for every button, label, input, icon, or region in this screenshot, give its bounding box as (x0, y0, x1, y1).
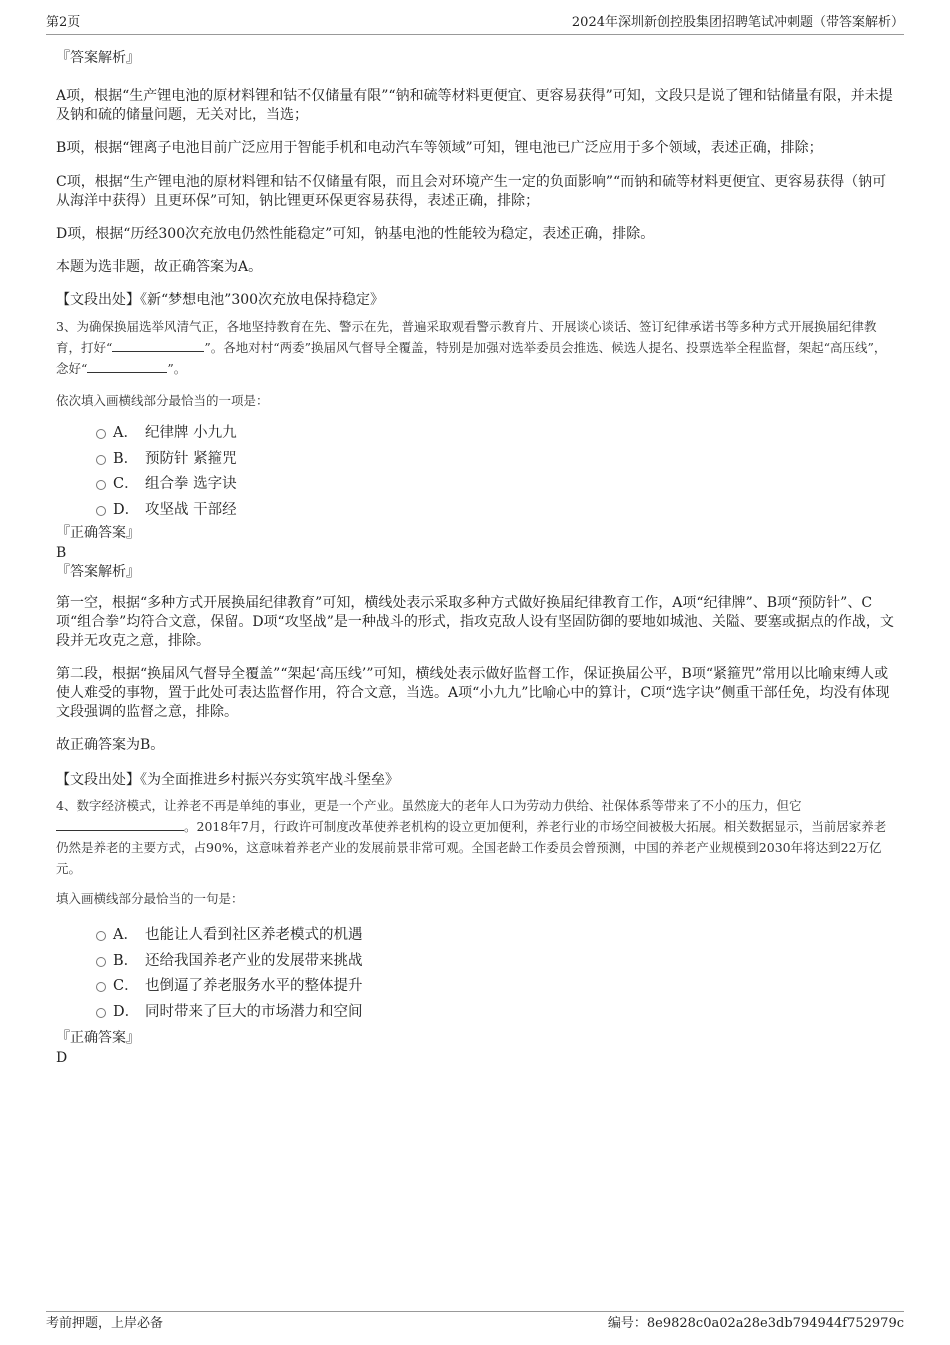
radio-circle-icon[interactable] (96, 480, 106, 490)
footer-slogan: 考前押题，上岸必备 (46, 1316, 164, 1331)
text-source: 【文段出处】《新“梦想电池”300次充放电保持稳定》 (56, 292, 385, 308)
answer-blank (112, 339, 204, 352)
radio-circle-icon[interactable] (96, 931, 106, 941)
answer-blank (87, 360, 167, 373)
page-content (56, 40, 894, 1066)
analysis-paragraph-c: C项，根据“生产锂电池的原材料锂和钴不仅储量有限，而且会对环境产生一定的负面影响”“而钠和硫等材料更便宜、更容易获得（钠可从海洋中获得）且更环保”可知，钠比锂更环保更容易获得，表述正确，排除； (56, 174, 887, 209)
correct-answer-heading: 『正确答案』 (56, 1030, 140, 1046)
text-source: 【文段出处】《为全面推进乡村振兴夯实筑牢战斗堡垒》 (56, 772, 399, 788)
radio-circle-icon[interactable] (96, 1008, 106, 1018)
analysis-conclusion: 故正确答案为B。 (56, 737, 165, 753)
correct-answer: D (56, 1050, 68, 1066)
question-4-stem: 4、数字经济模式，让养老不再是单纯的事业，更是一个产业。虽然庞大的老年人口为劳动力供给、社保体系等带来了不小的压力，但它。2018年7月，行政许可制度改革使养老机构的设立更加便利，养老行业的市场空间被极大拓展。相关数据显示，当前居家养老仍然是养老的主要方式，占90%，这意味着养老产业的发展前景非常可观。全国老龄工作委员会曾预测，中国的养老产业规模到2030年将达到22万亿元。 (56, 798, 887, 876)
document-id: 编号：8e9828c0a02a28e3db794944f752979c (607, 1316, 904, 1331)
analysis-paragraph-a: A项，根据“生产锂电池的原材料锂和钴不仅储量有限”“钠和硫等材料更便宜、更容易获得”可知，文段只是说了锂和钴储量有限，并未提及钠和硫的储量问题，无关对比，当选； (56, 88, 893, 123)
radio-circle-icon[interactable] (96, 506, 106, 516)
analysis-paragraph-second: 第二段，根据“换届风气督导全覆盖”“架起‘高压线’”可知，横线处表示做好监督工作，保证换届公平，B项“紧箍咒”常用以比喻束缚人或使人难受的事物，置于此处可表达监督作用，符合文意，当选。A项“小九九”比喻心中的算计，C项“选字诀”侧重干部任免，均没有体现文段强调的监督之意，排除。 (56, 666, 890, 720)
page-footer (46, 1311, 904, 1334)
page-number: 第2页 (46, 15, 81, 30)
page-header (46, 14, 904, 35)
radio-circle-icon[interactable] (96, 429, 106, 439)
option-b[interactable]: B． 还给我国养老产业的发展带来挑战 (56, 949, 894, 975)
question-4-prompt: 填入画横线部分最恰当的一句是： (56, 891, 244, 906)
correct-answer: B (56, 545, 67, 561)
question-3-stem: 3、为确保换届选举风清气正，各地坚持教育在先、警示在先，普遍采取观看警示教育片、开展谈心谈话、签订纪律承诺书等多种方式开展换届纪律教育，打好“ ”。各地对村“两委”换届风气督导全覆盖，特别是加强对选举委员会推选、候选人提名、投票选举全程监督，架起“高压线”，念好“ ”。 (56, 319, 887, 376)
question-3-options (56, 421, 894, 523)
option-a[interactable]: A． 也能让人看到社区养老模式的机遇 (56, 923, 894, 949)
option-d[interactable]: D． 同时带来了巨大的市场潜力和空间 (56, 1000, 894, 1026)
answer-analysis-heading: 『答案解析』 (56, 564, 140, 580)
correct-answer-heading: 『正确答案』 (56, 525, 140, 541)
question-4-options (56, 923, 894, 1025)
option-c[interactable]: C． 也倒逼了养老服务水平的整体提升 (56, 974, 894, 1000)
radio-circle-icon[interactable] (96, 455, 106, 465)
option-c[interactable]: C． 组合拳 选字诀 (56, 472, 894, 498)
option-d[interactable]: D． 攻坚战 干部经 (56, 498, 894, 524)
analysis-paragraph-first: 第一空，根据“多种方式开展换届纪律教育”可知，横线处表示采取多种方式做好换届纪律教育工作，A项“纪律牌”、B项“预防针”、C项“组合拳”均符合文意，保留。D项“攻坚战”是一种战斗的形式，指攻克敌人设有坚固防御的要地如城池、关隘、要塞或据点的作战，文段并无攻克之意，排除。 (56, 595, 894, 649)
option-b[interactable]: B． 预防针 紧箍咒 (56, 447, 894, 473)
document-title: 2024年深圳新创控股集团招聘笔试冲刺题（带答案解析） (571, 15, 904, 30)
answer-blank (56, 818, 184, 831)
analysis-paragraph-d: D项，根据“历经300次充放电仍然性能稳定”可知，钠基电池的性能较为稳定，表述正确，排除。 (56, 226, 655, 242)
analysis-conclusion: 本题为选非题，故正确答案为A。 (56, 259, 263, 275)
question-3-prompt: 依次填入画横线部分最恰当的一项是： (56, 393, 269, 408)
radio-circle-icon[interactable] (96, 957, 106, 967)
answer-analysis-heading: 『答案解析』 (56, 50, 140, 66)
radio-circle-icon[interactable] (96, 982, 106, 992)
option-a[interactable]: A． 纪律牌 小九九 (56, 421, 894, 447)
analysis-paragraph-b: B项，根据“锂离子电池目前广泛应用于智能手机和电动汽车等领域”可知，锂电池已广泛应用于多个领域，表述正确，排除； (56, 140, 823, 156)
